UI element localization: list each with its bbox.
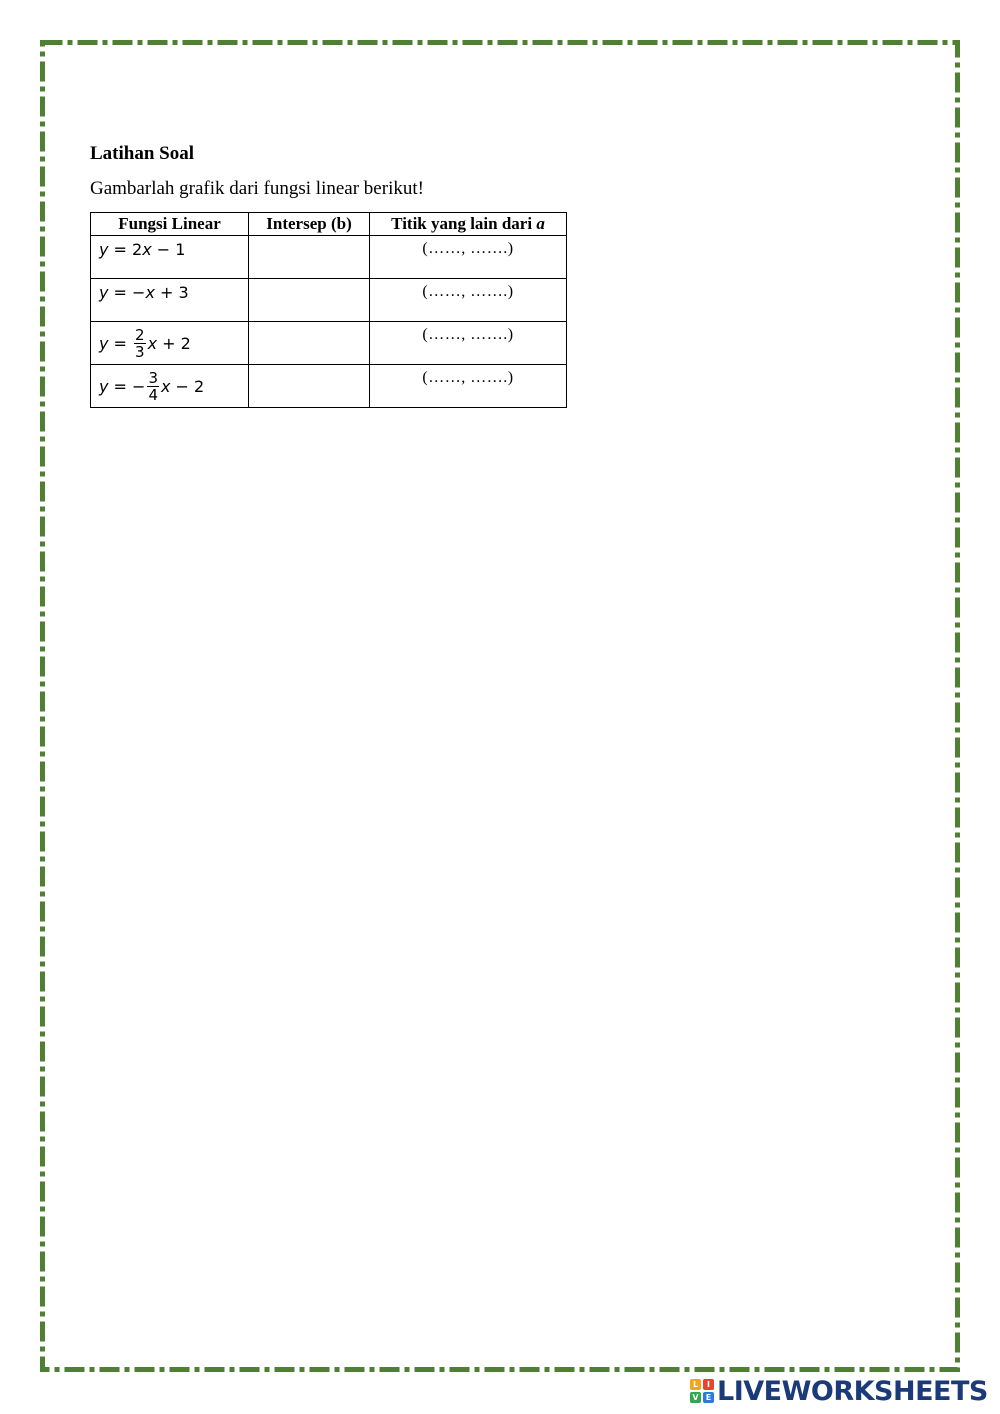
fraction: $\frac{3}{4}$: [148, 368, 158, 404]
point-placeholder[interactable]: (……, …….): [422, 283, 514, 300]
intercept-answer-field[interactable]: [249, 236, 369, 278]
intercept-answer-cell[interactable]: [249, 365, 370, 408]
header-other-point-text: Titik yang lain dari: [391, 214, 537, 233]
linear-function-table: [90, 212, 567, 408]
point-answer-cell[interactable]: [370, 365, 567, 408]
function-cell: [91, 365, 249, 408]
point-placeholder[interactable]: (……, …….): [422, 326, 514, 343]
logo-tile: V: [690, 1392, 701, 1403]
worksheet-instruction: Gambarlah grafik dari fungsi linear berikut!: [90, 178, 424, 199]
intercept-answer-cell[interactable]: [249, 322, 370, 365]
table-header-row: [91, 213, 567, 236]
intercept-answer-cell[interactable]: [249, 279, 370, 322]
table-row: [91, 322, 567, 365]
fraction: $\frac{2}{3}$: [135, 325, 145, 361]
logo-text: LIVEWORKSHEETS: [717, 1375, 988, 1407]
logo-tile: E: [703, 1392, 714, 1403]
header-intercept: Intersep (b): [249, 213, 370, 236]
logo-tiles-icon: [690, 1379, 714, 1403]
logo-tile: L: [690, 1379, 701, 1390]
function-expression: y = −x + 3: [99, 283, 189, 302]
function-expression: y = − $\frac{3}{4}$ x − 2: [99, 368, 205, 404]
function-cell: [91, 322, 249, 365]
header-other-point: [370, 213, 567, 236]
header-function: Fungsi Linear: [91, 213, 249, 236]
logo-tile: I: [703, 1379, 714, 1390]
function-expression: y = 2x − 1: [99, 240, 186, 259]
intercept-answer-cell[interactable]: [249, 236, 370, 279]
liveworksheets-logo: [690, 1374, 988, 1408]
worksheet-title: Latihan Soal: [90, 143, 195, 164]
intercept-answer-field[interactable]: [249, 322, 369, 364]
table-row: [91, 279, 567, 322]
function-cell: [91, 279, 249, 322]
point-placeholder[interactable]: (……, …….): [422, 240, 514, 257]
header-other-point-var: a: [536, 214, 545, 233]
intercept-answer-field[interactable]: [249, 279, 369, 321]
point-placeholder[interactable]: (……, …….): [422, 369, 514, 386]
table-row: [91, 236, 567, 279]
point-answer-cell[interactable]: [370, 279, 567, 322]
table-row: [91, 365, 567, 408]
point-answer-cell[interactable]: [370, 322, 567, 365]
intercept-answer-field[interactable]: [249, 365, 369, 407]
point-answer-cell[interactable]: [370, 236, 567, 279]
function-cell: [91, 236, 249, 279]
function-expression: y = $\frac{2}{3}$ x + 2: [99, 325, 191, 361]
